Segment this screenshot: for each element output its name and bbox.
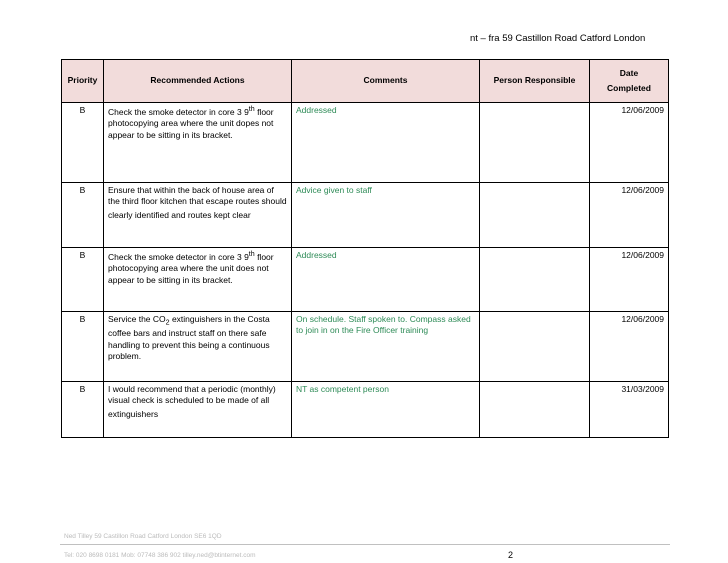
table-row: [62, 248, 669, 312]
priority-cell: B: [62, 248, 104, 312]
action-cell: [104, 312, 292, 382]
action-text: Service the CO: [108, 314, 166, 324]
action-text: Check the smoke detector in core 3 9: [108, 251, 249, 262]
priority-cell: B: [62, 382, 104, 438]
document-header: nt – fra 59 Castillon Road Catford London: [470, 33, 646, 44]
header-date-completed: [590, 60, 669, 103]
table-row: [62, 183, 669, 248]
action-text: Ensure that within the back of house area of the third floor kitchen that escape routes should clearly identified and routes kept clear: [108, 185, 287, 220]
header-date-line1: Date: [619, 67, 639, 78]
action-text: I would recommend that a periodic (monthly) visual check is scheduled to be made of all extinguishers: [108, 384, 276, 419]
person-cell: [480, 248, 590, 312]
priority-cell: B: [62, 312, 104, 382]
table-row: [62, 382, 669, 438]
action-subscript: 2: [165, 318, 170, 327]
person-cell: [480, 382, 590, 438]
comment-cell: Addressed: [292, 248, 480, 312]
action-superscript: th: [248, 250, 255, 258]
date-cell: 12/06/2009: [590, 103, 669, 183]
header-comments: Comments: [292, 60, 480, 103]
table-row: [62, 103, 669, 183]
date-cell: 31/03/2009: [590, 382, 669, 438]
action-cell: [104, 103, 292, 183]
person-cell: [480, 103, 590, 183]
person-cell: [480, 312, 590, 382]
table-row: [62, 312, 669, 382]
comment-cell: On schedule. Staff spoken to. Compass asked to join in on the Fire Officer training: [292, 312, 480, 382]
action-text-cont: floor photocopying area where the unit dopes not appear to be sitting in its bracket.: [108, 106, 274, 140]
footer-address: Ned Tilley 59 Castillon Road Catford London SE6 1QD: [64, 533, 222, 540]
page-number: 2: [508, 550, 514, 560]
action-plan-table: [61, 59, 669, 438]
action-cell: [104, 382, 292, 438]
header-date-line2: Completed: [607, 83, 651, 93]
date-cell: 12/06/2009: [590, 312, 669, 382]
priority-cell: B: [62, 183, 104, 248]
header-priority: Priority: [62, 60, 104, 103]
person-cell: [480, 183, 590, 248]
comment-cell: Advice given to staff: [292, 183, 480, 248]
action-text: Check the smoke detector in core 3 9: [108, 106, 249, 117]
header-recommended-actions: Recommended Actions: [104, 60, 292, 103]
priority-cell: B: [62, 103, 104, 183]
date-cell: 12/06/2009: [590, 183, 669, 248]
footer-divider: [60, 544, 670, 545]
action-cell: [104, 248, 292, 312]
comment-cell: Addressed: [292, 103, 480, 183]
header-person-responsible: Person Responsible: [480, 60, 590, 103]
action-superscript: th: [248, 105, 255, 113]
action-text-cont: floor photocopying area where the unit does not appear to be sitting in its bracket.: [108, 251, 274, 285]
action-text-cont: extinguishers in the Costa coffee bars and instruct staff on there safe handling to prevent this being a continuous problem.: [108, 314, 270, 362]
comment-cell: NT as competent person: [292, 382, 480, 438]
action-cell: [104, 183, 292, 248]
date-cell: 12/06/2009: [590, 248, 669, 312]
footer-contact: Tel: 020 8698 0181 Mob: 07748 386 902 tilley.ned@btinternet.com: [64, 552, 256, 559]
table-header-row: [62, 60, 669, 103]
